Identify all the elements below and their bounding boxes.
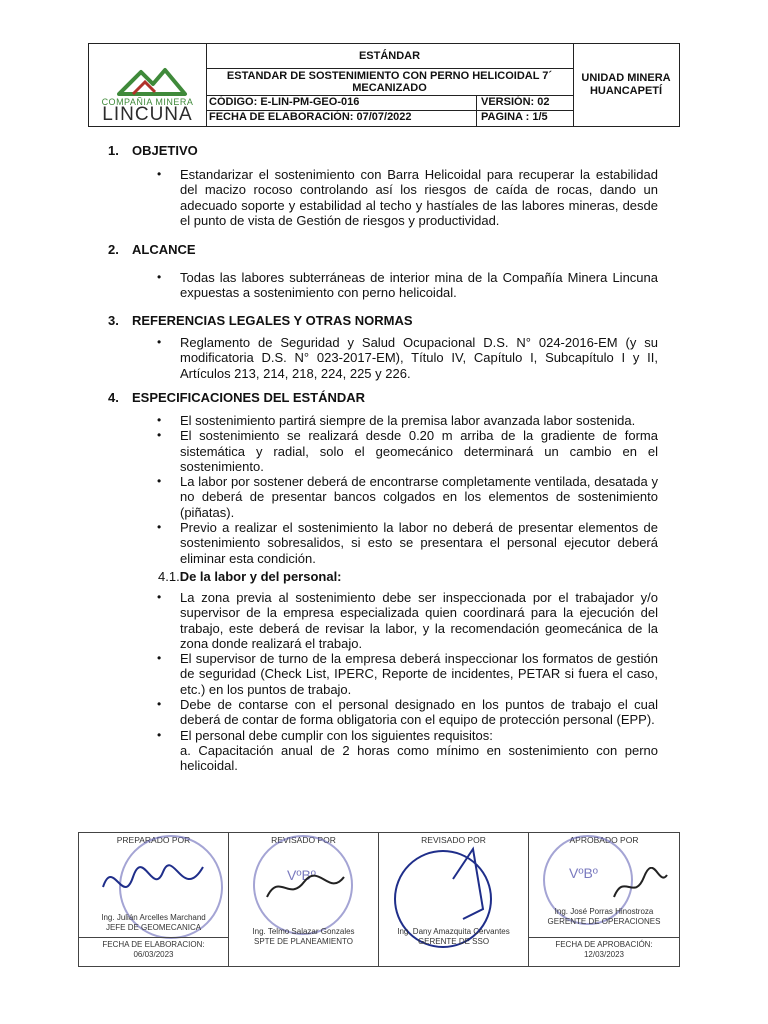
signer-name-text: Ing. Julián Arcelles Marchand — [101, 913, 206, 922]
signature-footer — [529, 937, 679, 960]
doc-page: PAGINA : 1/5 — [481, 111, 548, 123]
logo-line2: LINCUNA — [102, 104, 193, 125]
signature-prepared — [79, 833, 229, 966]
signer-name-text: Ing. Telmo Salazar Gonzales — [252, 927, 355, 936]
list-item: • La labor por sostener deberá de encontrarse completamente ventilada, desatada y no deberá de presentar bancos colgados en los elementos de sostenimiento (piñatas). — [155, 474, 658, 520]
alcance-list — [155, 270, 658, 301]
doc-date: FECHA DE ELABORACIÓN: 07/07/2022 — [206, 111, 477, 126]
signer-title: GERENTE DE OPERACIONES — [547, 917, 661, 926]
sub-list-item — [180, 743, 658, 774]
list-item: • El supervisor de turno de la empresa deberá inspeccionar los formatos de gestión de seguridad (Check List, IPERC, Reporte de incidentes, PETAR si fuera el caso, etc.) en los puntos de trabajo. — [155, 651, 658, 697]
list-item: • El sostenimiento se realizará desde 0.20 m arriba de la gradiente de forma sistemática y radial, solo el geomecánico determinará un cambio en el sostenimiento. — [155, 428, 658, 474]
signer-name-text: Ing. José Porras Hinostroza — [554, 907, 654, 916]
section-number: 3. — [108, 313, 119, 328]
referencias-list — [155, 335, 658, 381]
logo-line1: COMPAÑIA MINERA — [101, 97, 194, 107]
signature-role: PREPARADO POR — [116, 835, 191, 845]
signature-approved — [529, 833, 679, 966]
especificaciones-list — [155, 413, 658, 566]
date-value: 12/03/2023 — [583, 950, 625, 959]
header-middle — [206, 44, 574, 126]
subsection-title: De la labor y del personal: — [179, 569, 342, 584]
list-item: • El sostenimiento partirá siempre de la premisa labor avanzada labor sostenida. — [155, 413, 658, 428]
section-number: 4. — [108, 390, 119, 405]
signer-title: JEFE DE GEOMECANICA — [105, 923, 202, 932]
signature-scribble-icon — [259, 867, 349, 907]
signer-name — [529, 907, 679, 927]
signature-reviewed-1 — [229, 833, 379, 966]
section-heading-objetivo — [108, 143, 198, 158]
labor-list — [155, 590, 658, 774]
signature-footer — [79, 937, 228, 960]
signature-role: REVISADO POR — [421, 835, 486, 845]
list-item-text: El personal debe cumplir con los siguientes requisitos: — [180, 727, 493, 743]
signer-name — [79, 913, 228, 933]
list-item: • Debe de contarse con el personal designado en los puntos de trabajo el cual deberá de contar de forma obligatoria con el equipo de protección personal (EPP). — [155, 697, 658, 728]
section-heading-referencias — [108, 313, 413, 328]
section-title: ESPECIFICACIONES DEL ESTÁNDAR — [132, 390, 366, 405]
signature-scribble-icon — [93, 847, 223, 917]
section-heading-especificaciones — [108, 390, 365, 405]
signer-name — [229, 927, 378, 947]
subsection-heading-labor — [158, 569, 342, 584]
list-item — [155, 728, 658, 774]
mining-unit: UNIDAD MINERA HUANCAPETÍ — [581, 72, 671, 97]
list-item: • Previo a realizar el sostenimiento la labor no deberá de presentar elementos de sostenimiento sobresalidos, si esto se presentara el personal ejecutor deberá eliminar esta condición. — [155, 520, 658, 566]
signature-role: APROBADO POR — [569, 835, 639, 845]
doc-version: VERSIÓN: 02 — [477, 96, 573, 111]
signer-title: GERENTE DE SSO — [417, 937, 490, 946]
signature-reviewed-2 — [379, 833, 529, 966]
list-item: • La zona previa al sostenimiento debe ser inspeccionada por el trabajador y/o supervisor de la empresa especializada quien coordinará para la ejecución del trabajo, este deberá de revisar la labor, y la recomendación geomecánica de la zona donde realizará el trabajo. — [155, 590, 658, 651]
section-number: 2. — [108, 242, 119, 257]
section-heading-alcance — [108, 242, 196, 257]
list-item: • Estandarizar el sostenimiento con Barra Helicoidal para recuperar la estabilidad del macizo rocoso controlando así los riesgos de caída de rocas, dando un adecuado soporte y estabilidad al techo y hastíales de las labores mineras, desde el punto de vista de Gestión de riesgos y productividad. — [155, 167, 658, 228]
company-logo — [89, 44, 207, 126]
signature-role: REVISADO POR — [271, 835, 336, 845]
doc-title: ESTANDAR DE SOSTENIMIENTO CON PERNO HELICOIDAL 7´ MECANIZADO — [206, 69, 573, 96]
signer-name-text: Ing. Dany Amazquita Cervantes — [397, 927, 510, 936]
section-title: ALCANCE — [132, 242, 196, 257]
signer-name — [379, 927, 528, 947]
signature-scribble-icon — [609, 867, 669, 907]
doc-type: ESTÁNDAR — [206, 44, 573, 69]
section-title: REFERENCIAS LEGALES Y OTRAS NORMAS — [132, 313, 413, 328]
stamp-label: VºBº — [569, 865, 598, 881]
section-title: OBJETIVO — [132, 143, 198, 158]
objetivo-list — [155, 167, 658, 228]
subsection-number: 4.1. — [158, 569, 180, 584]
document-header — [88, 43, 680, 127]
signer-title: SPTE DE PLANEAMIENTO — [254, 937, 353, 946]
doc-code: CÓDIGO: E-LIN-PM-GEO-016 — [206, 96, 477, 111]
stamp-label: VºBº — [287, 867, 316, 883]
date-value: 06/03/2023 — [133, 950, 174, 959]
sub-list-letter: a. — [180, 742, 191, 758]
list-item: • Reglamento de Seguridad y Salud Ocupacional D.S. N° 024-2016-EM (y su modificatoria D.S. N° 023-2017-EM), Título IV, Capítulo I, Subcapítulo I y II, Artículos 213, 214, 218, 224, 225 y 226. — [155, 335, 658, 381]
section-number: 1. — [108, 143, 119, 158]
date-label: FECHA DE ELABORACION: — [102, 940, 205, 949]
signature-table — [78, 832, 680, 967]
sub-list-text: Capacitación anual de 2 horas como mínimo en sostenimiento con perno helicoidal. — [180, 742, 658, 774]
date-label: FECHA DE APROBACIÓN: — [555, 940, 653, 949]
list-item: • Todas las labores subterráneas de interior mina de la Compañía Minera Lincuna expuestas a sostenimiento con perno helicoidal. — [155, 270, 658, 301]
